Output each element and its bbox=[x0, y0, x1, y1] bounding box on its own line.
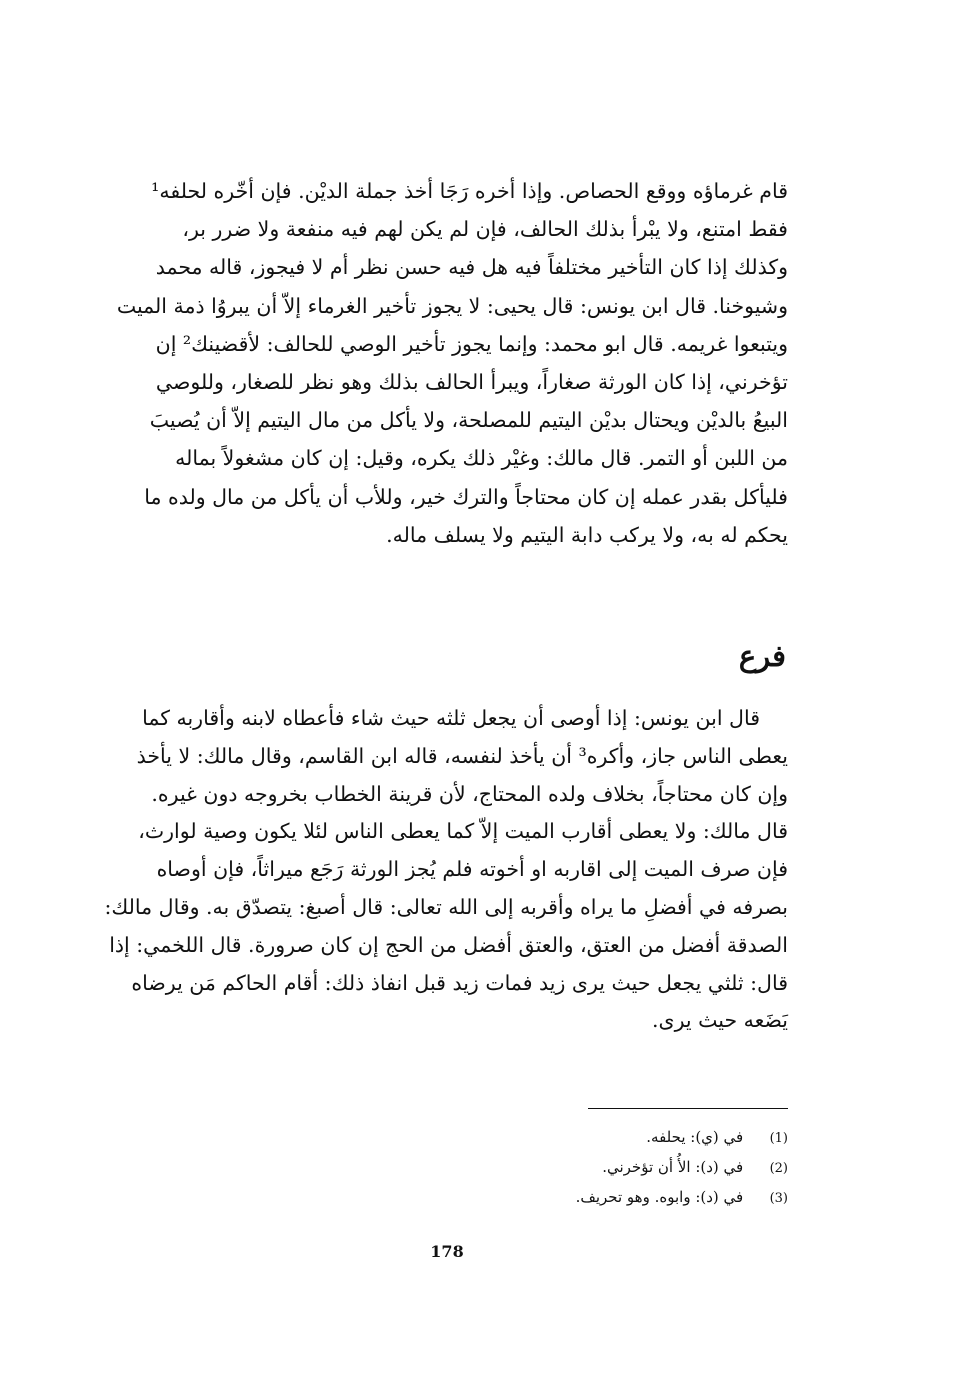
text-line: قام غرماؤه ووقع الحصاص. وإذا أخره رَجَا أخذ جملة الديْن. فإن أخّره لحلفه¹ bbox=[151, 179, 788, 203]
text-line: وشيوخنا. قال ابن يونس: قال يحيى: لا يجوز تأخير الغرماء إلاّ أن يبروُا ذمة الميت bbox=[116, 293, 788, 318]
footnote-text: في (د): الأُ أن تؤخرني. bbox=[602, 1158, 744, 1176]
text-line: يعطى الناس جاز، وأكره³ أن يأخذ لنفسه، قاله ابن القاسم، وقال مالك: لا يأخذ bbox=[136, 743, 788, 768]
text-line: بصرفه في أفضلِ ما يراه وأقربه إلى الله تعالى: قال أصبغ: يتصدّق به. وقال مالك: bbox=[104, 894, 788, 919]
footnote-divider bbox=[588, 1108, 788, 1109]
footnote bbox=[148, 1122, 788, 1152]
paragraph-2 bbox=[104, 700, 788, 1040]
footnote-number: (2) bbox=[769, 1161, 788, 1176]
footnote-text: في (ي): يحلفه. bbox=[646, 1128, 744, 1146]
text-line: فليأكل بقدر عمله إن كان محتاجاً والترك خير، وللأب أن يأكل من مال ولده ما bbox=[144, 484, 788, 509]
text-line: فإن صرف الميت إلى اقاربه او أخوته فلم يُجز الورثة رَجَع ميراثاً، فإن أوصاه bbox=[156, 857, 788, 882]
footnote bbox=[148, 1152, 788, 1182]
footnote bbox=[148, 1182, 788, 1212]
text-line: فقط امتنع، ولا يبْرأ بذلك الحالف، فإن لم يكن لهم فيه منفعة ولا ضرر بر، bbox=[182, 217, 788, 242]
text-line: تؤخرني، إذا كان الورثة صغاراً، ويبرأ الحالف بذلك وهو نظر للصغار، وللوصي bbox=[155, 369, 788, 394]
text-line: وكذلك إذا كان التأخير مختلفاً فيه هل فيه حسن نظر أم لا فيجوز، قاله محمد bbox=[155, 255, 788, 280]
text-line: البيعُ بالديْن ويحتال بديْن اليتيم للمصلحة، ولا يأكل من مال اليتيم إلاّ أن يُصيبَ bbox=[149, 408, 788, 433]
footnote-text: في (د): وابوه. وهو تحريف. bbox=[575, 1188, 744, 1206]
footnote-number: (3) bbox=[769, 1191, 788, 1206]
text-line: قال ابن يونس: إذا أوصى أن يجعل ثلثه حيث شاء فأعطاه لابنه وأقاربه كما bbox=[142, 706, 760, 730]
footnotes bbox=[148, 1122, 788, 1212]
text-line: وإن كان محتاجاً، بخلاف ولده المحتاج، لأن قرينة الخطاب بخروجه دون غيره. bbox=[151, 781, 788, 806]
text-line: قال: ثلثي يجعل حيث يرى زيد فمات زيد قبل انفاذ ذلك: أقام الحاكم مَن يرضاه bbox=[131, 970, 788, 995]
page-number: 178 bbox=[430, 1242, 464, 1261]
text-line: قال مالك: ولا يعطى أقارب الميت إلاّ كما يعطى الناس لئلا يكون وصية لوارث، bbox=[138, 819, 788, 844]
text-line: من اللبن أو التمر. قال مالك: وغيْر ذلك يكره، وقيل: إن كان مشغولاً بماله bbox=[175, 446, 788, 471]
text-line: يَضَعه حيث يرى. bbox=[652, 1008, 788, 1033]
paragraph-1 bbox=[116, 172, 788, 554]
footnote-number: (1) bbox=[769, 1131, 788, 1146]
section-heading: فرع bbox=[738, 639, 786, 673]
text-line: يحكم له به، ولا يركب دابة اليتيم ولا يسلف ماله. bbox=[386, 522, 788, 547]
text-line: الصدقة أفضل من العتق، والعتق أفضل من الحج إن كان صرورة. قال اللخمي: إذا bbox=[109, 932, 788, 957]
text-line: ويتبعوا غريمه. قال ابو محمد: وإنما يجوز تأخير الوصي للحالف: لأقضينك² إن bbox=[155, 331, 788, 356]
